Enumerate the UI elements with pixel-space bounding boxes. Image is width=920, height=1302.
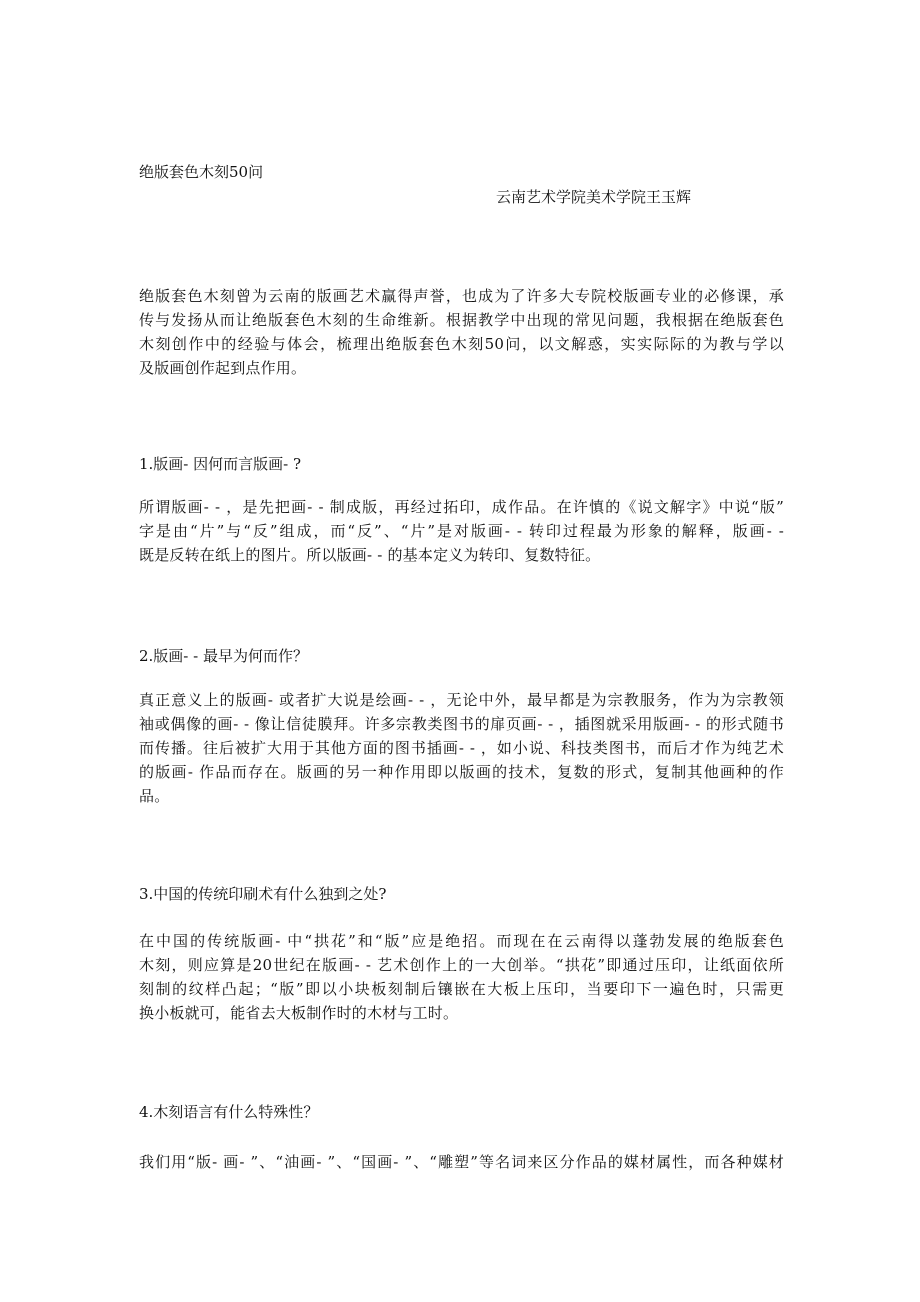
paragraph-line: 袖或偶像的画- - 像让信徒膜拜。许多宗教类图书的扉页画- - ，插图就采用版画- - 的形式随书 bbox=[139, 715, 784, 733]
paragraph-line: 品。 bbox=[139, 787, 170, 805]
paragraph-line: 绝版套色木刻曾为云南的版画艺术赢得声誉，也成为了许多大专院校版画专业的必修课，承 bbox=[139, 287, 784, 305]
paragraph-line: 字是由“片”与“反”组成，而“反”、“片”是对版画- - 转印过程最为形象的解释，版画- - bbox=[139, 522, 784, 540]
document-author: 云南艺术学院美术学院王玉辉 bbox=[496, 188, 692, 206]
section-paragraph bbox=[139, 688, 784, 808]
paragraph-line: 木刻，则应算是20世纪在版画- - 艺术创作上的一大创举。“拱花”即通过压印，让纸面依所 bbox=[139, 956, 784, 974]
section-paragraph bbox=[139, 929, 784, 1025]
paragraph-line: 的版画- 作品而存在。版画的另一种作用即以版画的技术，复数的形式，复制其他画种的作 bbox=[139, 763, 784, 781]
document-title: 绝版套色木刻50问 bbox=[139, 163, 264, 181]
section-heading: 1.版画- 因何而言版画- ? bbox=[139, 455, 302, 473]
paragraph-line: 所谓版画- - ，是先把画- - 制成版，再经过拓印，成作品。在许慎的《说文解字》中说“版” bbox=[139, 498, 784, 516]
paragraph-line: 换小板就可，能省去大板制作时的木材与工时。 bbox=[139, 1004, 459, 1022]
paragraph-line: 真正意义上的版画- 或者扩大说是绘画- - ，无论中外，最早都是为宗教服务，作为为宗教领 bbox=[139, 691, 784, 709]
section-heading: 2.版画- - 最早为何而作？ bbox=[139, 647, 308, 665]
section-heading: 3.中国的传统印刷术有什么独到之处? bbox=[139, 885, 387, 903]
section-paragraph bbox=[139, 1150, 784, 1174]
paragraph-line: 及版画创作起到点作用。 bbox=[139, 359, 307, 377]
paragraph-line: 传与发扬从而让绝版套色木刻的生命维新。根据教学中出现的常见问题，我根据在绝版套色 bbox=[139, 311, 784, 329]
paragraph-line: 而传播。往后被扩大用于其他方面的图书插画- - ，如小说、科技类图书，而后才作为纯艺术 bbox=[139, 739, 784, 757]
paragraph-line: 木刻创作中的经验与体会，梳理出绝版套色木刻50问，以文解惑，实实际际的为教与学以 bbox=[139, 335, 784, 353]
paragraph-line: 刻制的纹样凸起；“版”即以小块板刻制后镶嵌在大板上压印，当要印下一遍色时，只需更 bbox=[139, 980, 784, 998]
intro-paragraph bbox=[139, 284, 784, 380]
section-paragraph bbox=[139, 495, 784, 567]
paragraph-line: 在中国的传统版画- 中“拱花”和“版”应是绝招。而现在在云南得以蓬勃发展的绝版套色 bbox=[139, 932, 784, 950]
section-heading: 4.木刻语言有什么特殊性？ bbox=[139, 1103, 319, 1121]
paragraph-line: 既是反转在纸上的图片。所以版画- - 的基本定义为转印、复数特征。 bbox=[139, 546, 601, 564]
paragraph-line: 我们用“版- 画- ”、“油画- ”、“国画- ”、“雕塑”等名词来区分作品的媒材属性，而各种媒材 bbox=[139, 1153, 784, 1171]
